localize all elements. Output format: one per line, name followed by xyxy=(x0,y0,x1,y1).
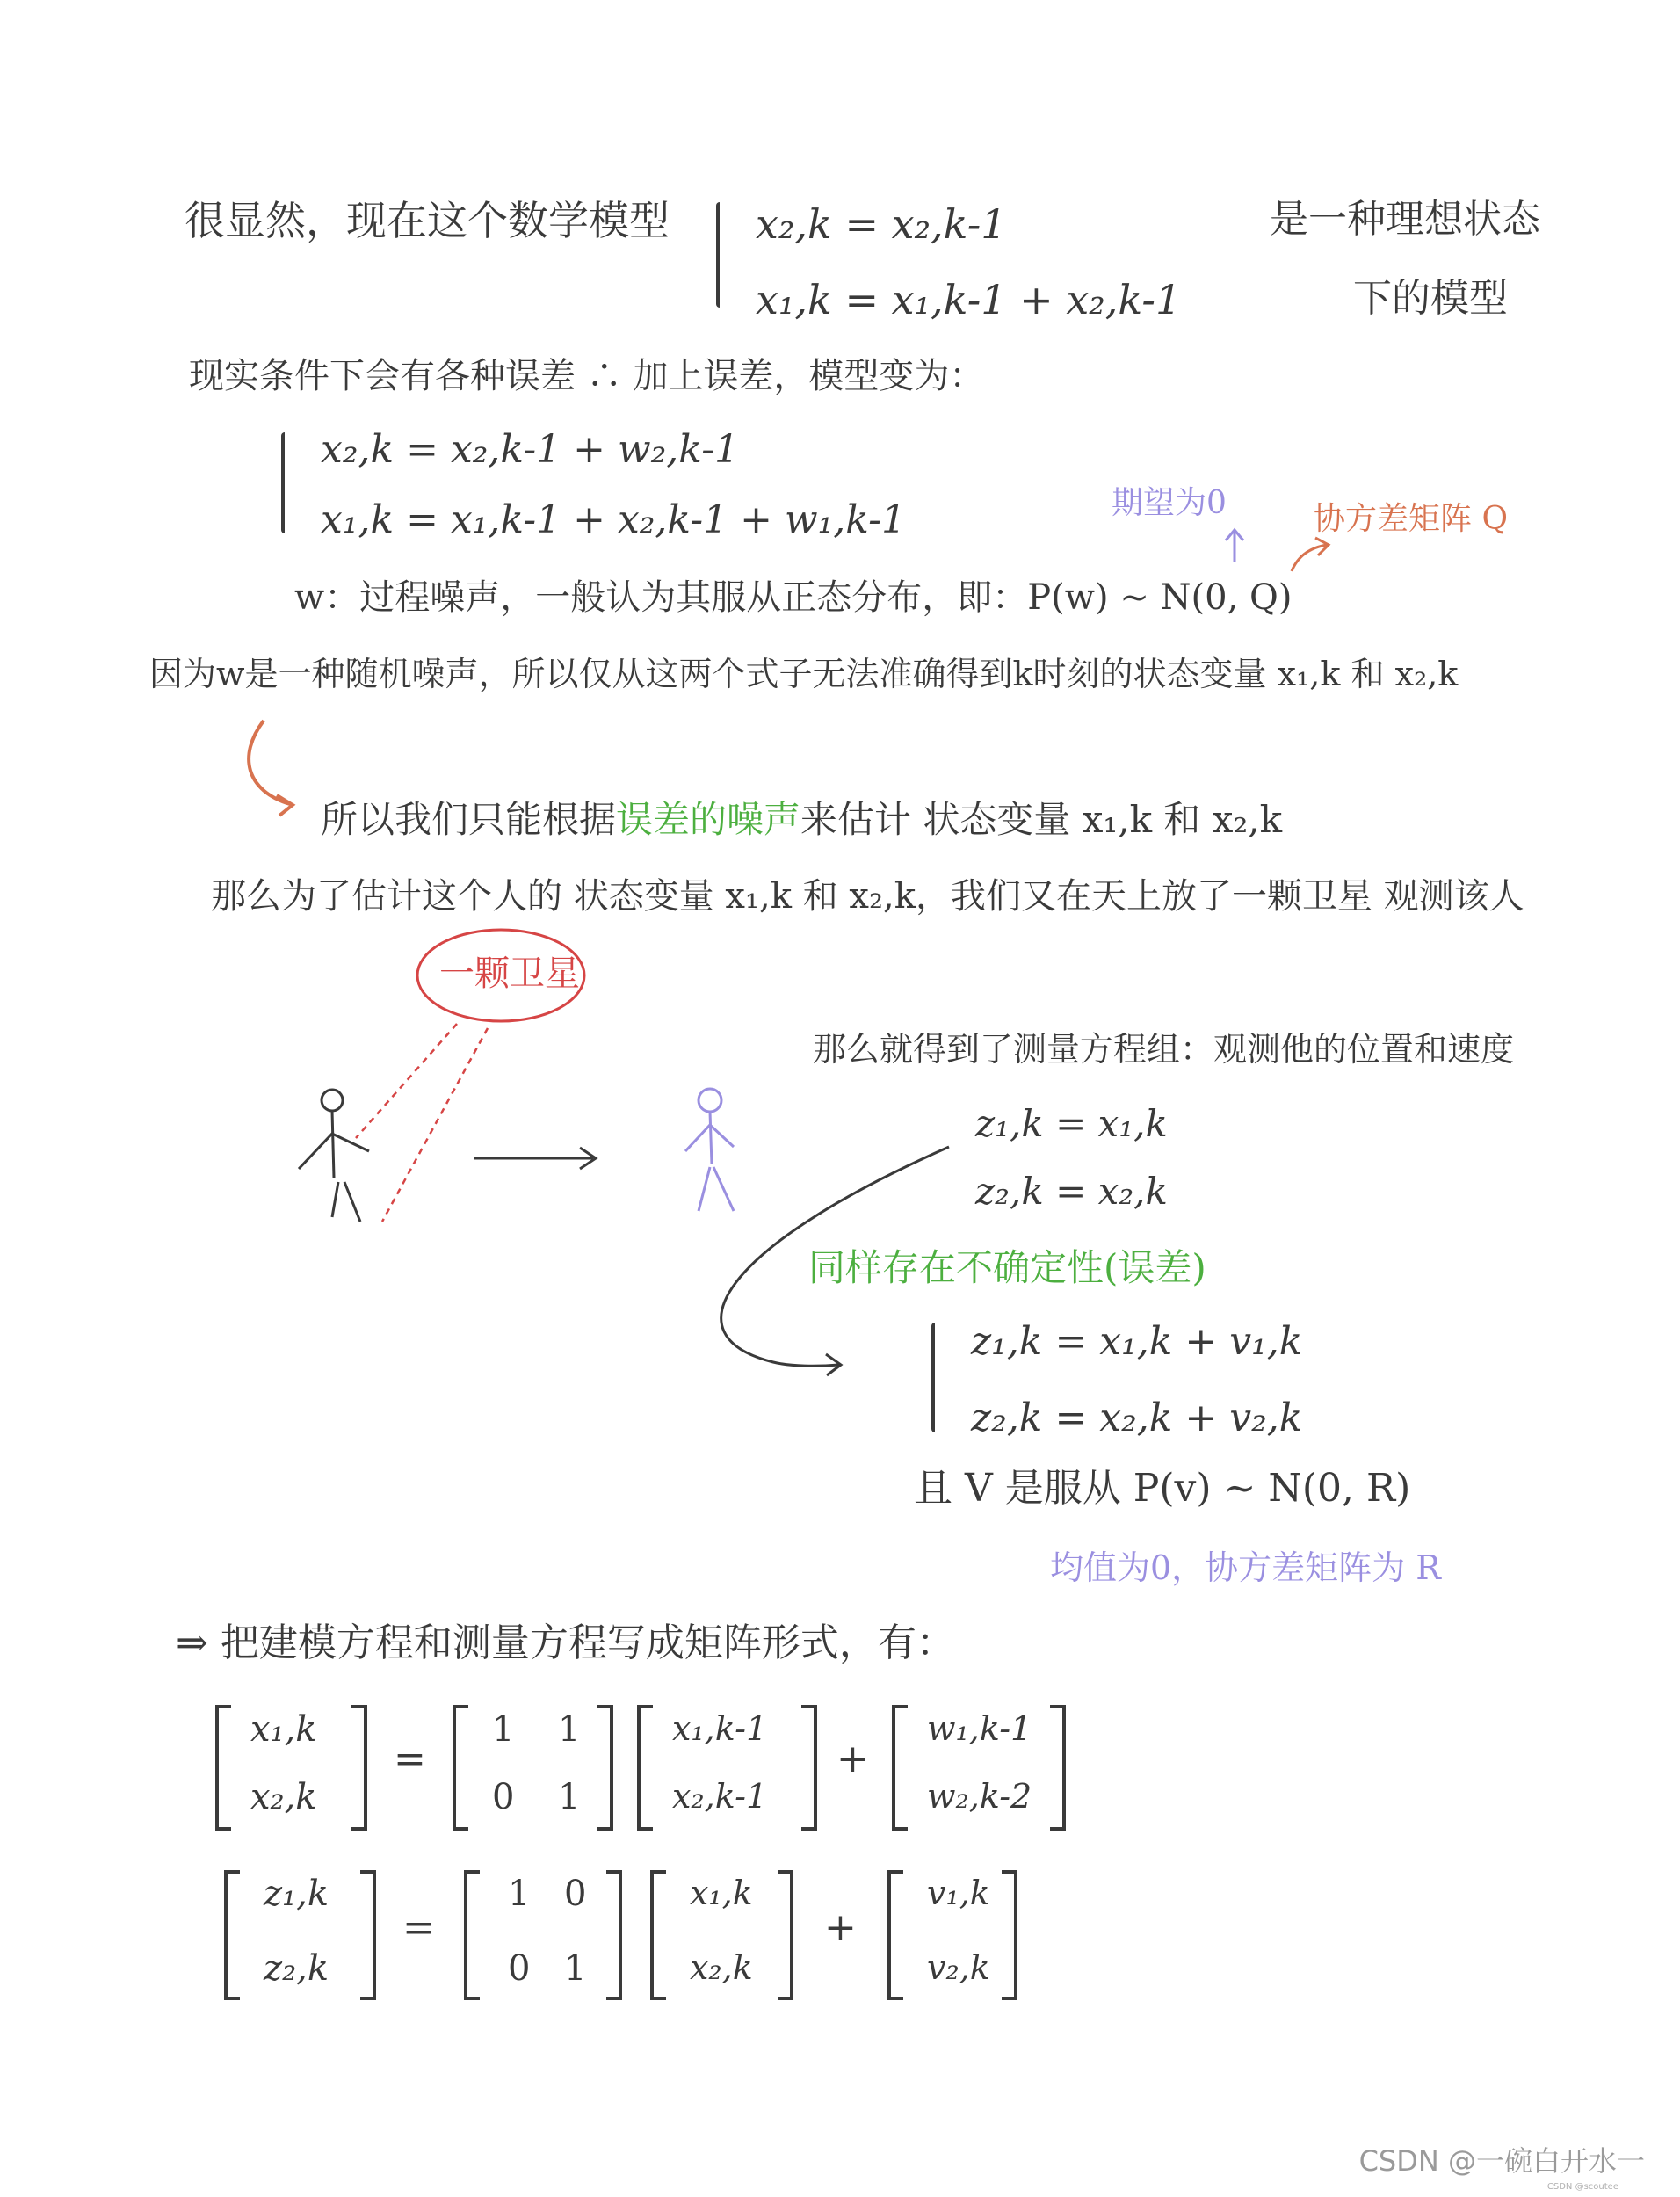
matrix-cell: v₁,k xyxy=(927,1874,990,1912)
v-description: 且 V 是服从 P(v) ~ N(0, R) xyxy=(914,1466,1411,1511)
matrix-cell: x₂,k xyxy=(690,1948,753,1987)
measure-noise-eq-1: z₁,k = x₁,k + v₁,k xyxy=(971,1319,1303,1364)
matrix-cell: x₁,k xyxy=(690,1874,753,1912)
noise-eq-2: x₁,k = x₁,k-1 + x₂,k-1 + w₁,k-1 xyxy=(321,497,907,542)
matrix-cell: w₂,k-2 xyxy=(927,1777,1032,1816)
arrow-to-cov xyxy=(1292,545,1327,571)
person-figure-moved xyxy=(685,1089,734,1211)
ideal-note-2: 下的模型 xyxy=(1353,276,1508,321)
brace xyxy=(716,202,720,308)
watermark-small: CSDN @scoutee xyxy=(1546,2182,1618,2192)
measure-eq-1: z₁,k = x₁,k xyxy=(975,1102,1168,1145)
watermark: CSDN @一碗白开水一 xyxy=(1358,2144,1645,2178)
plus-sign: + xyxy=(824,1905,857,1950)
matrix-title: ⇒ 把建模方程和测量方程写成矩阵形式，有： xyxy=(176,1621,955,1665)
v-note: 均值为0，协方差矩阵为 R xyxy=(1050,1548,1441,1587)
matrix-cell: w₁,k-1 xyxy=(927,1709,1032,1748)
matrix-cell: x₁,k-1 xyxy=(672,1709,768,1748)
estimate-suffix: 来估计 状态变量 x₁,k 和 x₂,k xyxy=(800,798,1283,841)
estimate-highlight: 误差的噪声 xyxy=(616,798,801,841)
ideal-note-1: 是一种理想状态 xyxy=(1270,197,1540,242)
random-noise-text: 因为w是一种随机噪声，所以仅从这两个式子无法准确得到k时刻的状态变量 x₁,k 和 x₂,k xyxy=(149,655,1459,693)
brace xyxy=(931,1323,935,1432)
error-text: 现实条件下会有各种误差 ∴ 加上误差，模型变为： xyxy=(189,356,985,396)
curved-arrow-left xyxy=(249,721,290,804)
matrix-cell: x₁,k xyxy=(250,1709,317,1750)
satellite-label: 一颗卫星 xyxy=(439,953,580,994)
w-description: w：过程噪声，一般认为其服从正态分布，即：P(w) ~ N(0, Q) xyxy=(294,577,1293,618)
cov-note: 协方差矩阵 Q xyxy=(1314,501,1508,537)
matrix-cell: z₂,k xyxy=(264,1948,329,1989)
estimate-line xyxy=(321,798,1283,841)
matrix-cell: 0 xyxy=(508,1948,531,1989)
satellite-line: 那么为了估计这个人的 状态变量 x₁,k 和 x₂,k，我们又在天上放了一颗卫星 观测该人 xyxy=(211,876,1524,917)
matrix-cell: x₂,k-1 xyxy=(672,1777,768,1816)
uncertainty-note: 同样存在不确定性(误差) xyxy=(808,1246,1206,1289)
equals-sign: = xyxy=(394,1737,426,1781)
noise-eq-1: x₂,k = x₂,k-1 + w₂,k-1 xyxy=(321,427,740,472)
estimate-prefix: 所以我们只能根据 xyxy=(321,798,617,841)
measure-eq-2: z₂,k = x₂,k xyxy=(975,1170,1168,1213)
matrix-cell: 1 xyxy=(492,1709,515,1750)
matrix-cell: 1 xyxy=(558,1709,581,1750)
expect-note: 期望为0 xyxy=(1112,485,1227,521)
intro-text: 很显然，现在这个数学模型 xyxy=(185,197,670,244)
matrix-cell: 1 xyxy=(508,1874,531,1914)
measure-title: 那么就得到了测量方程组：观测他的位置和速度 xyxy=(813,1030,1515,1069)
matrix-cell: 0 xyxy=(564,1874,587,1914)
model-eq-2: x₁,k = x₁,k-1 + x₂,k-1 xyxy=(756,276,1182,323)
matrix-cell: 1 xyxy=(558,1777,581,1817)
brace xyxy=(281,432,285,533)
person-figure xyxy=(299,1090,369,1222)
matrix-cell: z₁,k xyxy=(264,1874,329,1914)
matrix-cell: x₂,k xyxy=(250,1777,317,1817)
matrix-cell: v₂,k xyxy=(927,1948,990,1987)
plus-sign: + xyxy=(836,1737,869,1781)
satellite-beam xyxy=(356,1024,457,1138)
measure-noise-eq-2: z₂,k = x₂,k + v₂,k xyxy=(971,1396,1303,1440)
model-eq-1: x₂,k = x₂,k-1 xyxy=(756,200,1007,248)
matrix-cell: 1 xyxy=(564,1948,587,1989)
equals-sign: = xyxy=(402,1905,435,1950)
matrix-cell: 0 xyxy=(492,1777,515,1817)
